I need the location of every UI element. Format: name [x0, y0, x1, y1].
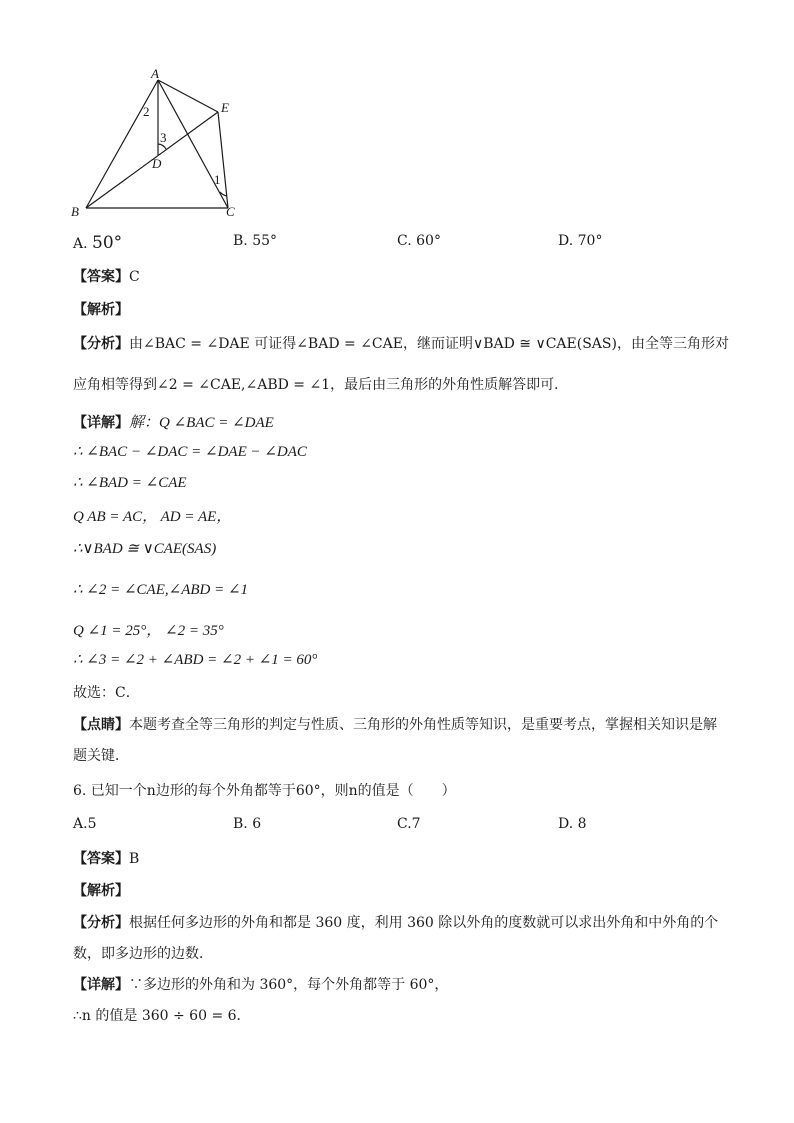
- q6-answer: [73, 848, 139, 868]
- option-value: 7: [411, 816, 421, 832]
- q5-comment-line-2: 题关键．: [73, 748, 129, 764]
- answer-tag: 【答案】: [73, 269, 129, 285]
- q5-fenxi-line-1: [73, 333, 729, 353]
- fenxi-tag: 【分析】: [73, 336, 129, 352]
- point-label-a: A: [151, 66, 159, 81]
- q6-option-c: [397, 816, 421, 832]
- detail-tag: 【详解】: [73, 415, 129, 431]
- point-label-e: E: [221, 100, 229, 115]
- q5-comment-line-1: [73, 714, 717, 734]
- q6-detail-line-1: [73, 974, 448, 994]
- q5-detail-line-5: ∴∨BAD ≅ ∨CAE(SAS): [73, 541, 217, 557]
- option-value: 50°: [92, 233, 123, 253]
- geometry-figure: [66, 66, 246, 226]
- q5-detail-line-7: Q ∠1 = 25°， ∠2 = 35°: [73, 623, 224, 639]
- q6-analysis-tag: 【解析】: [73, 883, 129, 899]
- option-a: [73, 233, 122, 253]
- option-d: [558, 233, 602, 249]
- answer-value: C: [129, 269, 140, 285]
- segment-ab: [86, 80, 158, 208]
- option-b: [233, 233, 277, 249]
- q5-analysis-tag: 【解析】: [73, 302, 129, 318]
- comment-tag: 【点睛】: [73, 717, 129, 733]
- option-letter: D.: [558, 233, 574, 249]
- q5-detail-line-9: 故选：C．: [73, 685, 140, 701]
- fenxi-text: 根据任何多边形的外角和都是 360 度，利用 360 除以外角的度数就可以求出外角和中外角的个: [129, 915, 719, 931]
- fenxi-tag: 【分析】: [73, 915, 129, 931]
- option-value: 55°: [252, 233, 278, 249]
- answer-value: B: [129, 851, 140, 867]
- option-value: 70°: [577, 233, 603, 249]
- q5-detail-line-1: [73, 411, 274, 432]
- q6-option-b: [233, 816, 261, 832]
- q5-detail-line-4: Q AB = AC， AD = AE，: [73, 509, 232, 525]
- option-letter: D.: [558, 816, 574, 832]
- option-letter: B.: [233, 816, 248, 832]
- angle-label-2: 2: [143, 104, 150, 119]
- option-value: 60°: [416, 233, 441, 249]
- q5-fenxi-line-2: 应角相等得到∠2 = ∠CAE,∠ABD = ∠1，最后由三角形的外角性质解答即可．: [73, 377, 569, 393]
- q5-detail-line-2: ∴ ∠BAC − ∠DAC = ∠DAE − ∠DAC: [73, 444, 307, 460]
- option-letter: C.: [397, 816, 412, 832]
- q5-detail-line-3: ∴ ∠BAD = ∠CAE: [73, 475, 187, 491]
- answer-tag: 【答案】: [73, 851, 129, 867]
- option-value: 6: [252, 816, 262, 832]
- option-letter: C.: [397, 233, 412, 249]
- detail-text: 解：Q ∠BAC = ∠DAE: [129, 415, 274, 431]
- fenxi-text: 由∠BAC = ∠DAE 可证得∠BAD = ∠CAE，继而证明∨BAD ≅ ∨CAE(SAS)，由全等三角形对: [129, 336, 729, 352]
- comment-text: 本题考查全等三角形的判定与性质、三角形的外角性质等知识，是重要考点，掌握相关知识是解: [129, 717, 717, 733]
- angle-label-1: 1: [214, 172, 221, 187]
- point-label-d: D: [152, 156, 162, 171]
- q5-detail-line-8: ∴ ∠3 = ∠2 + ∠ABD = ∠2 + ∠1 = 60°: [73, 652, 318, 668]
- q6-option-a: [73, 816, 96, 832]
- detail-text: ∵多边形的外角和为 360°，每个外角都等于 60°，: [129, 977, 449, 993]
- q6-stem: 6. 已知一个n边形的每个外角都等于60°，则n的值是（ ）: [73, 783, 456, 799]
- q5-answer: [73, 266, 140, 286]
- q5-detail-line-6: ∴ ∠2 = ∠CAE,∠ABD = ∠1: [73, 582, 249, 598]
- q6-option-d: [558, 816, 587, 832]
- angle-label-3: 3: [160, 130, 167, 145]
- option-value: 8: [577, 816, 587, 832]
- point-label-c: C: [226, 204, 235, 219]
- point-label-b: B: [71, 204, 79, 219]
- option-letter: B.: [233, 233, 248, 249]
- q6-fenxi-line-2: 数，即多边形的边数．: [73, 946, 213, 962]
- q6-fenxi-line-1: [73, 912, 718, 932]
- option-value: 5: [87, 816, 97, 832]
- option-letter: A.: [73, 816, 88, 832]
- detail-tag: 【详解】: [73, 977, 129, 993]
- option-c: [397, 233, 441, 249]
- q6-detail-line-2: ∴n 的值是 360 ÷ 60 = 6．: [73, 1008, 251, 1024]
- option-letter: A.: [73, 236, 88, 252]
